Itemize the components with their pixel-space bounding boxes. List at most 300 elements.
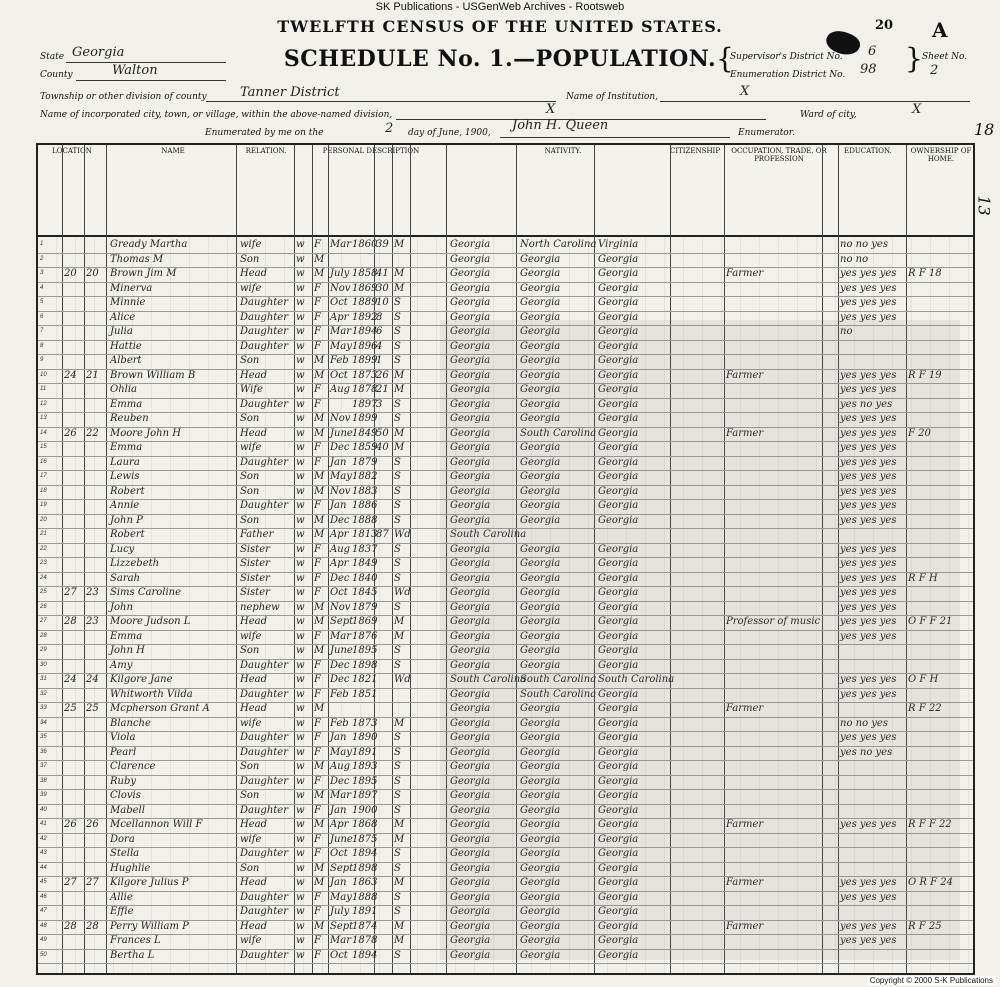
cell-father: South Carolina [520, 674, 597, 685]
cell-name: Clovis [110, 790, 141, 801]
cell-sex: F [314, 659, 321, 671]
cell-sex: M [314, 253, 325, 265]
cell-name: Lizzebeth [110, 558, 160, 569]
cell-ms: S [394, 355, 401, 366]
cell-race: w [296, 239, 305, 250]
cell-mother: Georgia [598, 587, 639, 598]
cell-father: Georgia [520, 601, 561, 613]
cell-rel: Head [240, 616, 268, 627]
cell-yr: 1897 [352, 790, 378, 801]
cell-father: Georgia [520, 587, 561, 598]
cell-yr: 1878 [352, 935, 378, 946]
cell-father: Georgia [520, 862, 561, 874]
cell-born: Georgia [450, 630, 491, 642]
cell-name: Reuben [110, 413, 149, 424]
cell-sex: F [314, 282, 321, 294]
cell-mo: Aug [330, 543, 351, 555]
cell-ed: yes yes yes [840, 616, 897, 627]
cell-age: 6 [376, 326, 383, 337]
cell-age: 40 [376, 442, 389, 453]
cell-sex: F [314, 384, 321, 395]
sheet-letter: A [932, 18, 948, 42]
cell-sex: M [314, 761, 325, 772]
cell-born: Georgia [450, 572, 491, 584]
cell-born: Georgia [450, 804, 491, 816]
cell-rel: Daughter [240, 804, 288, 816]
cell-rel: Daughter [240, 500, 288, 511]
cell-father: North Carolina [520, 239, 597, 250]
cell-ms: S [394, 340, 401, 352]
cell-own: F 20 [908, 427, 931, 439]
cell-name: Effie [110, 906, 134, 917]
printed-sheet-number: 20 [875, 18, 894, 33]
cell-mo: Oct [330, 297, 348, 308]
cell-father: Georgia [520, 746, 561, 758]
row-number: 48 [40, 922, 47, 929]
cell-yr: 1874 [352, 920, 378, 932]
cell-rel: wife [240, 630, 262, 642]
cell-rel: Daughter [240, 906, 288, 917]
cell-mother: Georgia [598, 746, 639, 758]
cell-age: 1 [376, 355, 383, 366]
cell-ed: yes yes yes [840, 369, 897, 381]
cell-born: Georgia [450, 442, 491, 453]
cell-father: Georgia [520, 500, 561, 511]
cell-ed: yes yes yes [840, 891, 897, 903]
cell-ms: M [394, 630, 405, 642]
ward-label: Ward of city, [800, 110, 857, 120]
cell-yr: 1895 [352, 775, 378, 787]
cell-fam: 25 [86, 703, 99, 714]
cell-dw: 24 [64, 674, 77, 685]
cell-dw: 26 [64, 819, 77, 830]
cell-mo: Mar [330, 790, 351, 801]
cell-ms: S [394, 326, 401, 337]
cell-ms: S [394, 398, 401, 410]
cell-mother: Georgia [598, 268, 639, 279]
cell-ms: S [394, 485, 401, 497]
cell-mother: Georgia [598, 413, 639, 424]
cell-born: Georgia [450, 485, 491, 497]
row-number: 50 [40, 951, 47, 958]
cell-ed: yes yes yes [840, 601, 897, 613]
cell-race: w [296, 775, 305, 787]
cell-ms: S [394, 949, 401, 961]
cell-yr: 1900 [352, 804, 378, 816]
cell-mo: May [330, 891, 352, 903]
cell-yr: 1878 [352, 384, 378, 395]
cell-born: Georgia [450, 833, 491, 845]
cell-name: Clarence [110, 761, 156, 772]
cell-ms: M [394, 282, 405, 294]
cell-ms: M [394, 442, 405, 453]
cell-rel: Son [240, 862, 260, 874]
cell-mo: Apr [330, 558, 349, 569]
cell-rel: Daughter [240, 340, 288, 352]
cell-mo: Nov [330, 413, 351, 424]
cell-dw: 28 [64, 920, 77, 932]
cell-yr: 1813 [352, 529, 378, 540]
institution-x: X [740, 84, 750, 99]
row-number: 21 [40, 531, 47, 537]
cell-rel: Daughter [240, 398, 288, 410]
cell-rel: Son [240, 645, 260, 656]
cell-ed: no no yes [840, 717, 888, 729]
cell-sex: M [314, 877, 325, 888]
cell-dw: 27 [64, 877, 77, 888]
cell-father: Georgia [520, 326, 561, 337]
cell-mother: Georgia [598, 384, 639, 395]
cell-sex: F [314, 587, 321, 598]
copyright-footer: Copyright © 2000 S-K Publications [867, 976, 996, 985]
cell-occ: Farmer [726, 369, 764, 381]
township-value: Tanner District [240, 85, 340, 100]
cell-sex: F [314, 833, 321, 845]
cell-sex: M [314, 427, 325, 439]
cell-born: Georgia [450, 601, 491, 613]
cell-race: w [296, 601, 305, 613]
row-number: 30 [40, 661, 47, 668]
cell-born: Georgia [450, 413, 491, 424]
cell-mo: Jan [330, 732, 347, 743]
cell-rel: Father [240, 529, 274, 540]
row-number: 49 [40, 937, 47, 943]
row-number: 9 [40, 357, 44, 363]
cell-ms: M [394, 268, 405, 279]
row-number: 44 [40, 864, 47, 871]
supervisor-label: Supervisor's District No. [730, 52, 843, 62]
cell-name: Frances L [110, 935, 161, 946]
cell-name: Albert [110, 355, 142, 366]
cell-race: w [296, 761, 305, 772]
cell-ed: no no [840, 253, 869, 265]
cell-race: w [296, 500, 305, 511]
cell-born: Georgia [450, 253, 491, 265]
cell-sex: M [314, 268, 325, 279]
cell-rel: Head [240, 268, 268, 279]
cell-race: w [296, 746, 305, 758]
education-header: EDUCATION. [844, 147, 892, 155]
cell-name: Sarah [110, 572, 140, 584]
cell-own: R F F 22 [908, 819, 952, 830]
cell-yr: 1897 [352, 398, 378, 410]
cell-own: O F F 21 [908, 616, 953, 627]
cell-ms: S [394, 732, 401, 743]
row-number: 42 [40, 835, 47, 842]
cell-mother: Georgia [598, 558, 639, 569]
cell-rel: Sister [240, 587, 270, 598]
cell-mother: Georgia [598, 790, 639, 801]
cell-mo: Apr [330, 311, 349, 323]
cell-rel: Daughter [240, 848, 288, 859]
cell-name: Mcpherson Grant A [110, 703, 210, 714]
cell-born: Georgia [450, 427, 491, 439]
cell-mo: Aug [330, 384, 351, 395]
relation-header: RELATION. [245, 147, 287, 155]
cell-father: Georgia [520, 514, 561, 526]
cell-race: w [296, 282, 305, 294]
cell-name: Dora [110, 833, 135, 845]
cell-name: Alice [110, 311, 136, 323]
cell-fam: 23 [86, 587, 99, 598]
row-number: 13 [40, 415, 47, 421]
cell-born: Georgia [450, 456, 491, 468]
cell-father: Georgia [520, 630, 561, 642]
cell-race: w [296, 485, 305, 497]
cell-father: Georgia [520, 819, 561, 830]
cell-mother: Georgia [598, 848, 639, 859]
cell-name: Robert [110, 529, 145, 540]
cell-ms: M [394, 369, 405, 381]
cell-name: Stella [110, 848, 140, 859]
cell-mother: Georgia [598, 340, 639, 352]
cell-mo: May [330, 471, 352, 482]
cell-yr: 1837 [352, 543, 378, 555]
cell-born: Georgia [450, 848, 491, 859]
cell-born: South Carolina [450, 529, 527, 540]
cell-occ: Farmer [726, 819, 764, 830]
cell-ed: yes no yes [840, 746, 893, 758]
cell-fam: 24 [86, 674, 99, 685]
cell-rel: Daughter [240, 732, 288, 743]
row-number: 41 [40, 821, 47, 827]
supervisor-value: 6 [868, 44, 877, 59]
cell-age: 10 [376, 297, 389, 308]
cell-rel: Daughter [240, 891, 288, 903]
cell-ms: S [394, 456, 401, 468]
cell-name: Sims Caroline [110, 587, 182, 598]
cell-dw: 20 [64, 268, 77, 279]
cell-dw: 28 [64, 616, 77, 627]
cell-mother: Georgia [598, 949, 639, 961]
site-banner: SK Publications - USGenWeb Archives - Rootsweb [375, 1, 625, 13]
cell-born: Georgia [450, 645, 491, 656]
row-number: 22 [40, 545, 47, 552]
cell-yr: 1890 [352, 732, 378, 743]
cell-sex: M [314, 369, 325, 381]
cell-name: Emma [110, 398, 143, 410]
cell-ms: S [394, 500, 401, 511]
cell-born: South Carolina [450, 674, 527, 685]
cell-fam: 23 [86, 616, 99, 627]
row-number: 39 [40, 792, 47, 798]
cell-fam: 27 [86, 877, 99, 888]
cell-name: Julia [110, 326, 133, 337]
cell-race: w [296, 659, 305, 671]
cell-born: Georgia [450, 891, 491, 903]
cell-yr: 1858 [352, 268, 378, 279]
cell-name: Brown William B [110, 369, 196, 381]
cell-sex: M [314, 920, 325, 932]
cell-yr: 1840 [352, 572, 378, 584]
cell-father: Georgia [520, 906, 561, 917]
cell-ed: yes yes yes [840, 384, 897, 395]
cell-mo: Jan [330, 877, 347, 888]
row-number: 26 [40, 603, 47, 610]
row-number: 32 [40, 690, 47, 697]
cell-sex: F [314, 442, 321, 453]
cell-ms: S [394, 601, 401, 613]
cell-mother: Georgia [598, 775, 639, 787]
cell-name: Hughlie [110, 862, 151, 874]
cell-age: 3 [376, 398, 383, 410]
cell-ms: M [394, 833, 405, 845]
cell-rel: Son [240, 514, 260, 526]
cell-mo: May [330, 340, 352, 352]
cell-own: R F H [908, 572, 938, 584]
sheet-value: 2 [930, 63, 939, 78]
cell-sex: M [314, 616, 325, 627]
cell-ed: yes yes yes [840, 297, 897, 308]
cell-name: Emma [110, 630, 143, 642]
cell-mo: Oct [330, 848, 348, 859]
cell-father: Georgia [520, 456, 561, 468]
cell-father: Georgia [520, 877, 561, 888]
cell-ms: S [394, 761, 401, 772]
cell-father: Georgia [520, 935, 561, 946]
cell-ms: M [394, 819, 405, 830]
cell-ms: S [394, 413, 401, 424]
cell-name: Minnie [110, 297, 146, 308]
row-number: 37 [40, 763, 47, 769]
cell-mo: Nov [330, 601, 351, 613]
cell-mo: Oct [330, 587, 348, 598]
cell-mother: Georgia [598, 456, 639, 468]
cell-yr: 1876 [352, 630, 378, 642]
cell-rel: Son [240, 761, 260, 772]
cell-ed: yes yes yes [840, 282, 897, 294]
cell-yr: 1869 [352, 282, 378, 294]
row-number: 23 [40, 560, 47, 566]
enumerator-name: John H. Queen [512, 118, 609, 133]
cell-father: Georgia [520, 384, 561, 395]
row-number: 7 [40, 328, 44, 334]
cell-ms: M [394, 717, 405, 729]
cell-sex: F [314, 949, 321, 961]
cell-fam: 26 [86, 819, 99, 830]
personal-header: PERSONAL DESCRIPTION [322, 147, 420, 155]
cell-yr: 1875 [352, 833, 378, 845]
cell-ms: M [394, 427, 405, 439]
cell-mother: Virginia [598, 239, 639, 250]
cell-sex: M [314, 790, 325, 801]
cell-ed: no [840, 326, 853, 337]
cell-father: Georgia [520, 355, 561, 366]
cell-name: Moore John H [110, 427, 181, 439]
cell-name: Hattie [110, 340, 142, 352]
cell-father: Georgia [520, 268, 561, 279]
cell-name: Emma [110, 442, 143, 453]
row-number: 2 [40, 255, 44, 262]
cell-race: w [296, 891, 305, 903]
cell-rel: wife [240, 282, 262, 294]
cell-yr: 1898 [352, 862, 378, 874]
cell-age: 21 [376, 384, 389, 395]
cell-race: w [296, 398, 305, 410]
row-number: 17 [40, 473, 47, 479]
row-number: 27 [40, 618, 47, 624]
cell-mother: Georgia [598, 442, 639, 453]
cell-rel: Son [240, 413, 260, 424]
row-number: 38 [40, 777, 47, 784]
row-number: 46 [40, 893, 47, 900]
cell-yr: 1860 [352, 239, 378, 250]
cell-sex: F [314, 239, 321, 250]
table-header [38, 145, 973, 237]
cell-race: w [296, 369, 305, 381]
sheet-label: Sheet No. [922, 52, 968, 62]
cell-ms: S [394, 659, 401, 671]
cell-yr: 1873 [352, 717, 378, 729]
cell-name: Brown Jim M [110, 268, 177, 279]
cell-mother: Georgia [598, 703, 639, 714]
cell-father: Georgia [520, 398, 561, 410]
cell-occ: Professor of music [726, 616, 821, 627]
row-number: 34 [40, 719, 47, 726]
cell-race: w [296, 297, 305, 308]
cell-born: Georgia [450, 862, 491, 874]
cell-occ: Farmer [726, 268, 764, 279]
cell-name: Perry William P [110, 920, 189, 932]
cell-yr: 1868 [352, 819, 378, 830]
cell-sex: M [314, 413, 325, 424]
cell-sex: F [314, 326, 321, 337]
cell-born: Georgia [450, 819, 491, 830]
cell-name: Kilgore Julius P [110, 877, 189, 888]
cell-name: Thomas M [110, 253, 164, 265]
cell-race: w [296, 616, 305, 627]
cell-born: Georgia [450, 398, 491, 410]
cell-yr: 1886 [352, 500, 378, 511]
cell-father: Georgia [520, 703, 561, 714]
cell-father: Georgia [520, 659, 561, 671]
cell-sex: F [314, 674, 321, 685]
cell-mother: Georgia [598, 732, 639, 743]
cell-yr: 1863 [352, 877, 378, 888]
census-table [36, 143, 975, 975]
cell-name: Viola [110, 732, 136, 743]
cell-age: 8 [376, 311, 383, 323]
cell-ms: Wd [394, 587, 411, 598]
cell-yr: 1882 [352, 471, 378, 482]
cell-dw: 27 [64, 587, 77, 598]
cell-born: Georgia [450, 558, 491, 569]
cell-race: w [296, 514, 305, 526]
cell-race: w [296, 326, 305, 337]
cell-mo: Nov [330, 282, 351, 294]
row-number: 10 [40, 371, 47, 378]
cell-fam: 21 [86, 369, 99, 381]
cell-mo: Jan [330, 804, 347, 816]
cell-ms: S [394, 804, 401, 816]
cell-mo: May [330, 746, 352, 758]
cell-ed: yes yes yes [840, 268, 897, 279]
cell-name: Mabell [110, 804, 145, 816]
cell-yr: 1891 [352, 746, 378, 758]
cell-born: Georgia [450, 906, 491, 917]
cell-ed: yes yes yes [840, 543, 897, 555]
cell-born: Georgia [450, 935, 491, 946]
cell-mo: June [330, 645, 353, 656]
cell-father: Georgia [520, 471, 561, 482]
cell-race: w [296, 703, 305, 714]
cell-ms: S [394, 543, 401, 555]
cell-sex: F [314, 297, 321, 308]
cell-yr: 1891 [352, 906, 378, 917]
row-number: 18 [40, 487, 47, 494]
cell-mo: Jan [330, 456, 347, 468]
cell-rel: wife [240, 239, 262, 250]
